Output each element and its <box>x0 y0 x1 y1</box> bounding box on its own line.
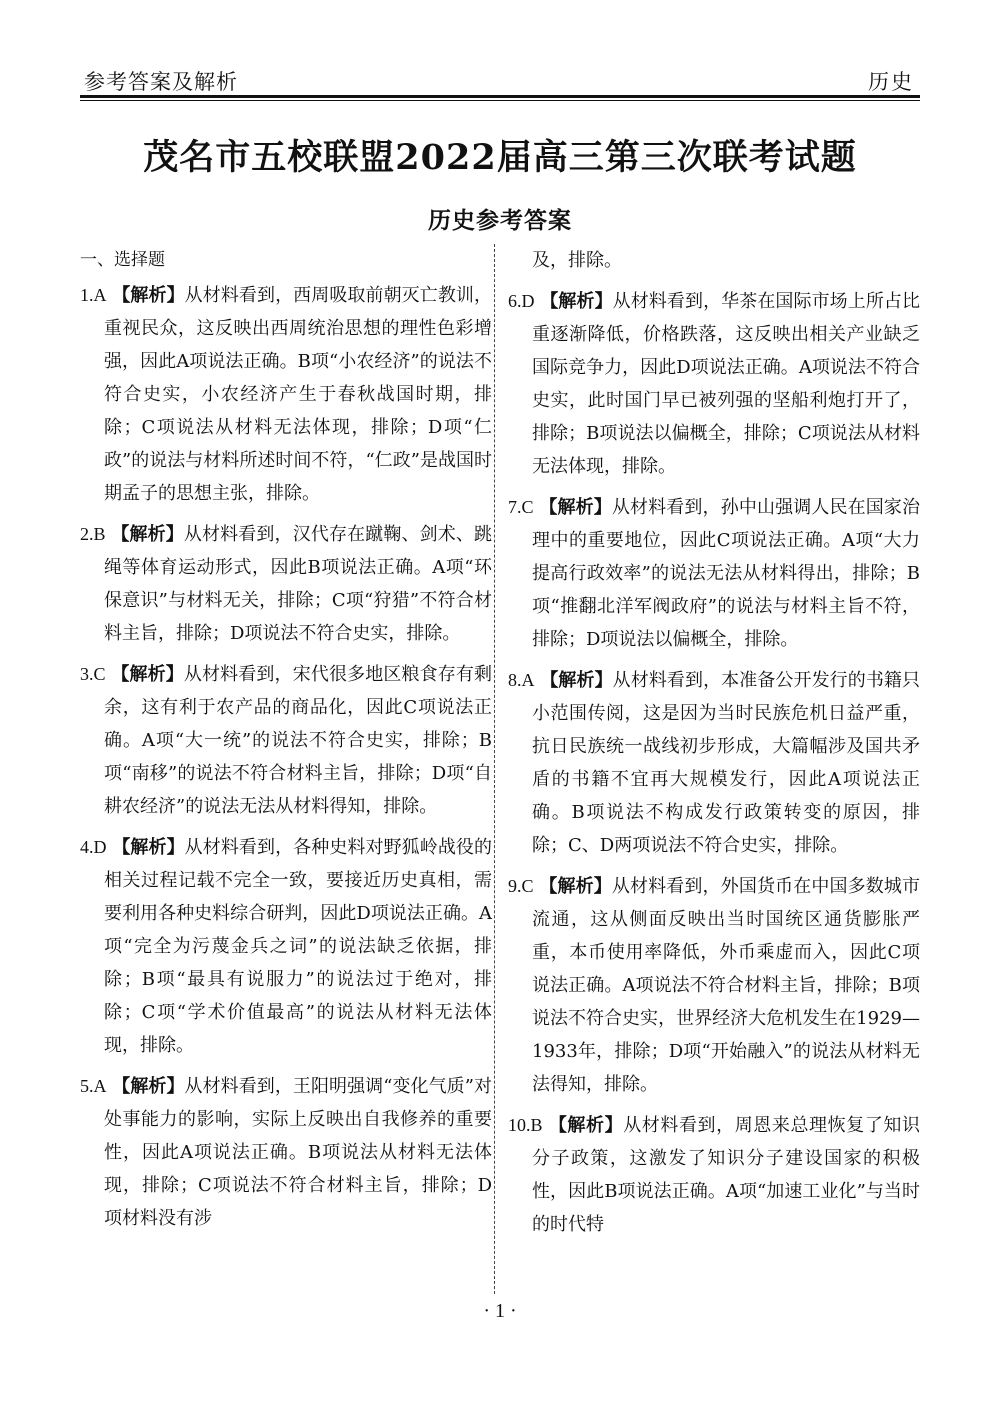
analysis-tag: 【解析】 <box>548 1115 624 1136</box>
answer-number: 8.A <box>508 670 535 690</box>
answer-text: 从材料看到，外国货币在中国多数城市流通，这从侧面反映出当时国统区通货膨胀严重，本币使用率降低，外币乘虚而入，因此C项说法正确。A项说法不符合材料主旨，排除；B项说法不符合史实，世界经济大危机发生在1929—1933年，排除；D项“开始融入”的说法从材料无法得知，排除。 <box>532 876 920 1095</box>
header-rule-thin <box>80 100 920 101</box>
answer-text: 从材料看到，西周吸取前朝灭亡教训，重视民众，这反映出西周统治思想的理性色彩增强，因此A项说法正确。B项“小农经济”的说法不符合史实，小农经济产生于春秋战国时期，排除；C项说法从材料无法体现，排除；D项“仁政”的说法与材料所述时间不符，“仁政”是战国时期孟子的思想主张，排除。 <box>104 285 492 504</box>
answer-number: 6.D <box>508 291 535 311</box>
answer-number: 7.C <box>508 497 534 517</box>
header-rule-thick <box>80 95 920 98</box>
answer-item-3 <box>80 658 492 823</box>
document-subtitle: 历史参考答案 <box>428 207 572 234</box>
answer-item-1 <box>80 279 492 510</box>
analysis-tag: 【解析】 <box>112 285 185 306</box>
analysis-tag: 【解析】 <box>112 837 185 858</box>
column-divider <box>494 244 495 1294</box>
analysis-tag: 【解析】 <box>540 670 613 691</box>
answer-text: 从材料看到，汉代存在蹴鞠、剑术、跳绳等体育运动形式，因此B项说法正确。A项“环保意识”与材料无关，排除；C项“狩猎”不符合材料主旨，排除；D项说法不符合史实，排除。 <box>104 524 492 644</box>
header-left-label: 参考答案及解析 <box>84 70 238 94</box>
answer-item-4 <box>80 831 492 1062</box>
answer-number: 4.D <box>80 837 107 857</box>
analysis-tag: 【解析】 <box>111 524 184 545</box>
answer-item-9 <box>508 870 920 1101</box>
answer-number: 2.B <box>80 524 106 544</box>
analysis-tag: 【解析】 <box>111 664 184 685</box>
answer-number: 3.C <box>80 664 106 684</box>
answer-continuation: 及，排除。 <box>532 250 622 271</box>
answer-text: 从材料看到，周恩来总理恢复了知识分子政策，这激发了知识分子建设国家的积极性，因此B项说法正确。A项“加速工业化”与当时的时代特 <box>532 1115 920 1235</box>
page-number: · 1 · <box>483 1300 517 1322</box>
answer-text: 从材料看到，宋代很多地区粮食存有剩余，这有利于农产品的商品化，因此C项说法正确。A项“大一统”的说法不符合史实，排除；B项“南移”的说法不符合材料主旨，排除；D项“自耕农经济”的说法无法从材料得知，排除。 <box>104 664 492 817</box>
answer-item-7 <box>508 491 920 656</box>
answer-item-2 <box>80 518 492 650</box>
answer-number: 10.B <box>508 1115 543 1135</box>
left-column <box>80 244 492 1243</box>
answer-item-6 <box>508 285 920 483</box>
answer-number: 5.A <box>80 1076 107 1096</box>
answer-number: 1.A <box>80 285 107 305</box>
answer-item-8 <box>508 664 920 862</box>
answer-text: 从材料看到，孙中山强调人民在国家治理中的重要地位，因此C项说法正确。A项“大力提高行政效率”的说法无法从材料得出，排除；B项“推翻北洋军阀政府”的说法与材料主旨不符，排除；D项说法以偏概全，排除。 <box>532 497 920 650</box>
right-column <box>508 244 920 1249</box>
analysis-tag: 【解析】 <box>539 497 612 518</box>
analysis-tag: 【解析】 <box>539 876 612 897</box>
analysis-tag: 【解析】 <box>112 1076 185 1097</box>
analysis-tag: 【解析】 <box>540 291 613 312</box>
answer-text: 从材料看到，各种史料对野狐岭战役的相关过程记载不完全一致，要接近历史真相，需要利用各种史料综合研判，因此D项说法正确。A项“完全为污蔑金兵之词”的说法缺乏依据，排除；B项“最具有说服力”的说法过于绝对，排除；C项“学术价值最高”的说法从材料无法体现，排除。 <box>104 837 492 1056</box>
answer-number: 9.C <box>508 876 534 896</box>
document-title: 茂名市五校联盟2022届高三第三次联考试题 <box>143 137 857 178</box>
section-heading: 一、选择题 <box>80 250 165 270</box>
page-header <box>80 58 920 92</box>
answer-text: 从材料看到，王阳明强调“变化气质”对处事能力的影响，实际上反映出自我修养的重要性，因此A项说法正确。B项说法从材料无法体现，排除；C项说法不符合材料主旨，排除；D项材料没有涉 <box>104 1076 492 1229</box>
answer-text: 从材料看到，华茶在国际市场上所占比重逐渐降低，价格跌落，这反映出相关产业缺乏国际竞争力，因此D项说法正确。A项说法不符合史实，此时国门早已被列强的坚船利炮打开了，排除；B项说法以偏概全，排除；C项说法从材料无法体现，排除。 <box>532 291 920 477</box>
header-subject-label: 历史 <box>868 70 914 94</box>
answer-item-10 <box>508 1109 920 1241</box>
answer-text: 从材料看到，本准备公开发行的书籍只小范围传阅，这是因为当时民族危机日益严重，抗日民族统一战线初步形成，大篇幅涉及国共矛盾的书籍不宜再大规模发行，因此A项说法正确。B项说法不构成发行政策转变的原因，排除；C、D两项说法不符合史实，排除。 <box>532 670 920 856</box>
answer-item-5 <box>80 1070 492 1235</box>
